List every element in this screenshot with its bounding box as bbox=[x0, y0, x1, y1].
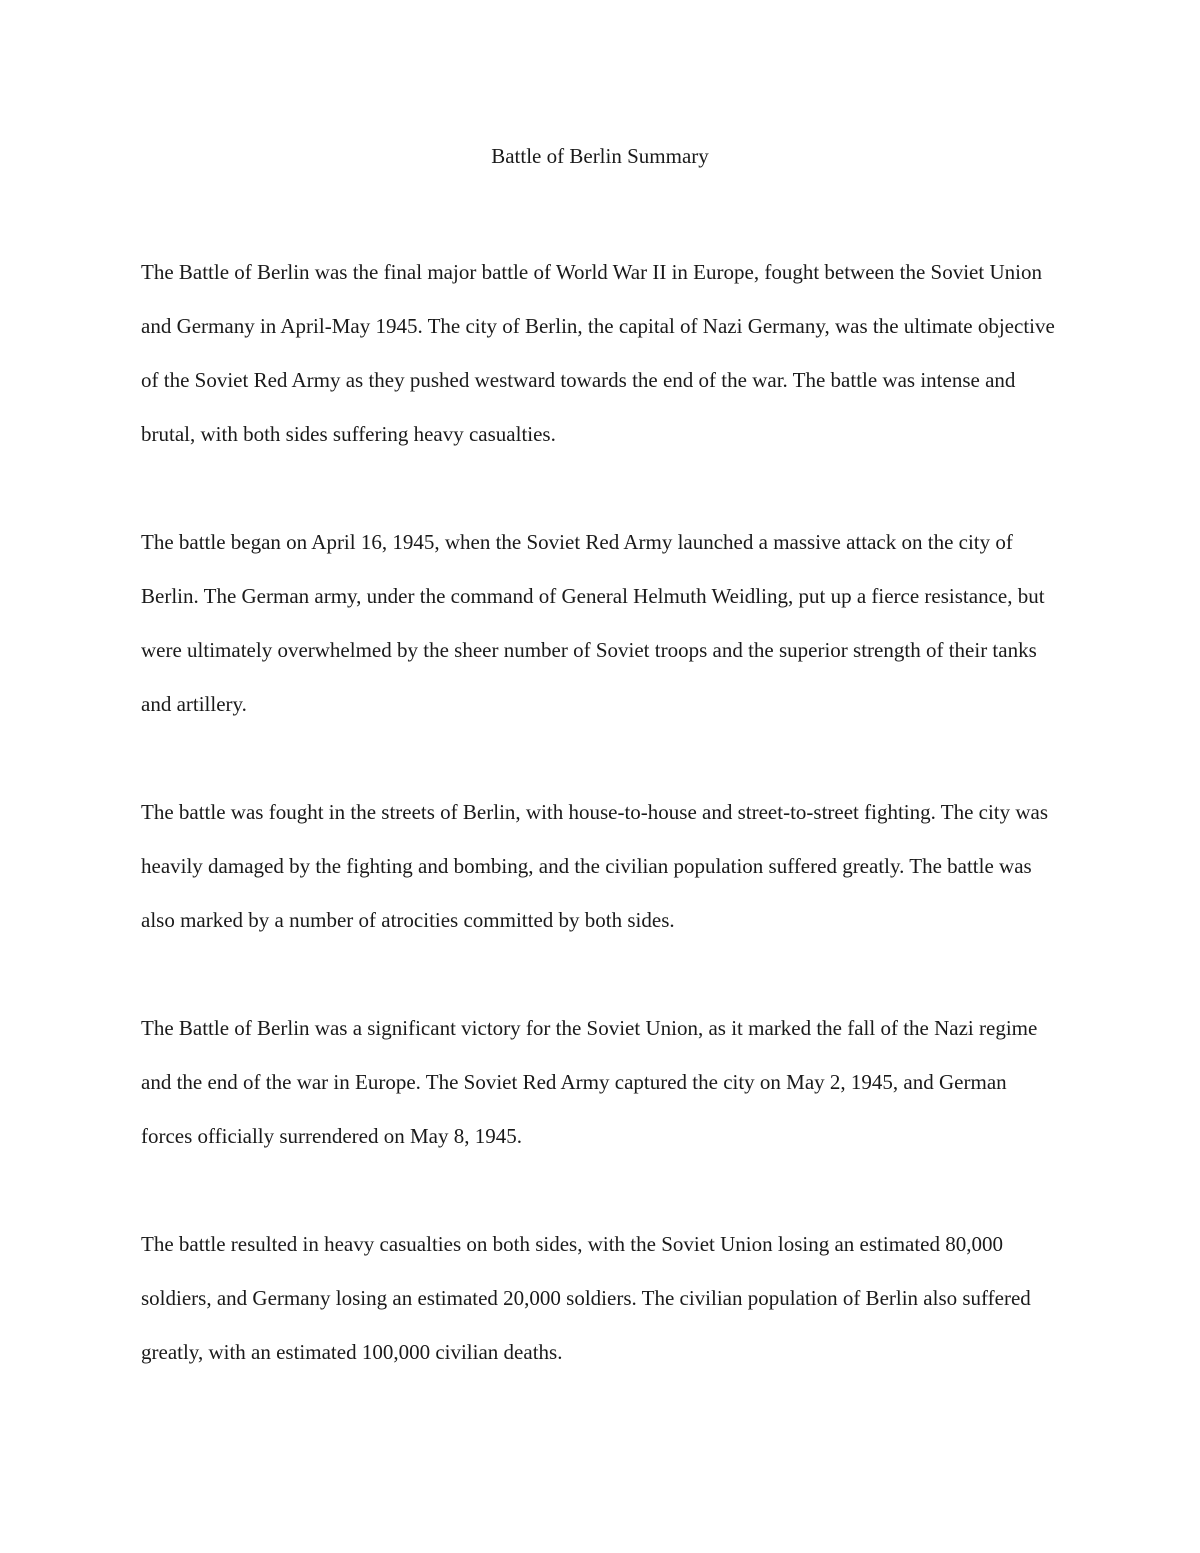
document-title: Battle of Berlin Summary bbox=[491, 144, 709, 168]
paragraph-5: The battle resulted in heavy casualties on both sides, with the Soviet Union losing an estimated 80,000 soldiers, and Germany losing an estimated 20,000 soldiers. The civilian population of Berlin also suffered greatly, with an estimated 100,000 civilian deaths. bbox=[141, 1232, 1031, 1364]
paragraph-3: The battle was fought in the streets of Berlin, with house-to-house and street-to-street fighting. The city was heavily damaged by the fighting and bombing, and the civilian population suffered greatly. The battle was also marked by a number of atrocities committed by both sides. bbox=[141, 800, 1049, 932]
document-body bbox=[141, 245, 1063, 1433]
paragraph-4: The Battle of Berlin was a significant victory for the Soviet Union, as it marked the fall of the Nazi regime and the end of the war in Europe. The Soviet Red Army captured the city on May 2, 1945, and German forces officially surrendered on May 8, 1945. bbox=[141, 1016, 1038, 1148]
paragraph-1: The Battle of Berlin was the final major battle of World War II in Europe, fought between the Soviet Union and Germany in April-May 1945. The city of Berlin, the capital of Nazi Germany, was the ultimate objective of the Soviet Red Army as they pushed westward towards the end of the war. The battle was intense and brutal, with both sides suffering heavy casualties. bbox=[141, 260, 1055, 446]
paragraph-2: The battle began on April 16, 1945, when the Soviet Red Army launched a massive attack on the city of Berlin. The German army, under the command of General Helmuth Weidling, put up a fierce resistance, but were ultimately overwhelmed by the sheer number of Soviet troops and the superior strength of their tanks and artillery. bbox=[141, 530, 1045, 716]
